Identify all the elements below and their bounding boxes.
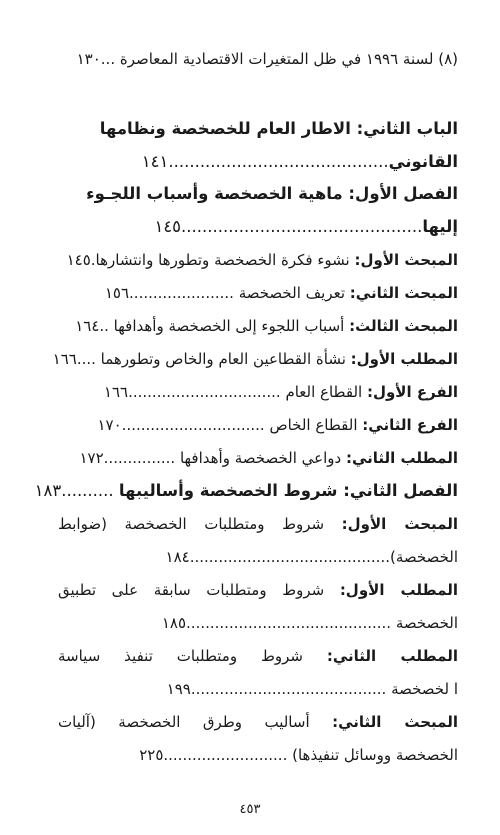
toc-entry-text: الخصخصة ...........................................١٨٥ — [161, 614, 458, 632]
toc-entry-text: تعريف الخصخصة ......................١٥٦ — [104, 284, 350, 302]
toc-entry-text: أساليب وطرق الخصخصة (آليات — [58, 713, 333, 731]
toc-entry-text: الخصخصة ووسائل تنفيذها) ..........................٢٢٥ — [139, 746, 458, 764]
toc-entry — [52, 344, 458, 374]
toc-entry-heading: الفصل الثاني: شروط الخصخصة وأساليبها — [118, 481, 458, 500]
toc-entry-heading: الفصل الأول: ماهية الخصخصة وأسباب اللجـوء — [86, 184, 458, 203]
toc-entry — [58, 608, 458, 638]
toc-entry — [58, 377, 458, 407]
toc-entry-text: ..........١٨٣ — [34, 481, 119, 500]
toc-entry-text: ا لخصخصة .........................................١٩٩ — [166, 680, 458, 698]
toc-entry — [58, 147, 458, 177]
toc-entry-heading: المبحث الثاني: — [349, 284, 458, 302]
toc-entry — [58, 740, 458, 770]
toc-entry-text: شروط ومتطلبات تنفيذ سياسة — [58, 647, 327, 665]
toc-entry-heading: المبحث الثالث: — [349, 317, 458, 335]
toc-entry-heading: الفرع الأول: — [366, 383, 458, 401]
toc-entry — [58, 641, 458, 671]
toc-entry — [58, 707, 458, 737]
toc-entry-heading: المطلب الأول: — [350, 350, 458, 368]
toc-entry — [58, 509, 458, 539]
toc-entry-heading: المطلب الأول: — [339, 581, 458, 599]
toc-entry-text: ..........................................١٤١ — [141, 152, 389, 171]
toc-entry-text: ..............................................١٤٥ — [154, 217, 423, 236]
page-number: ٤٥٣ — [239, 802, 261, 817]
toc-entry-text: أسباب اللجوء إلى الخصخصة وأهدافها ..١٦٤ — [75, 317, 350, 335]
toc-entry — [58, 311, 458, 341]
toc-entry-text: نشأة القطاعين العام والخاص وتطورهما ....١٦٦ — [52, 350, 351, 368]
toc-entry-heading: المبحث الثاني: — [332, 713, 458, 731]
toc-entry-heading: إليها — [422, 217, 458, 236]
toc-entry-text: الخصخصة)..........................................١٨٤ — [165, 548, 458, 566]
toc-entry-text: نشوء فكرة الخصخصة وتطورها وانتشارها.١٤٥ — [66, 251, 355, 269]
toc-entry — [58, 44, 458, 74]
toc-entry-text: القطاع الخاص ..............................١٧٠ — [97, 416, 363, 434]
toc-entry — [58, 212, 458, 242]
toc-entry — [58, 278, 458, 308]
toc-entry — [34, 476, 458, 506]
toc-entry-heading: الباب الثاني: الاطار العام للخصخصة ونظامها — [99, 119, 458, 138]
toc-entry-text: شروط ومتطلبات الخصخصة (ضوابط — [58, 515, 342, 533]
toc-entry-heading: المطلب الثاني: — [345, 449, 458, 467]
toc-entry-text: شروط ومتطلبات سابقة على تطبيق — [58, 581, 340, 599]
toc-entry — [58, 542, 458, 572]
toc-entry — [58, 179, 458, 209]
toc-entry-text: القطاع العام ................................١٦٦ — [103, 383, 367, 401]
toc-entry-heading: المطلب الثاني: — [326, 647, 458, 665]
toc-entry-text: (٨) لسنة ١٩٩٦ في ظل المتغيرات الاقتصادية المعاصرة ...١٣٠ — [76, 50, 458, 68]
toc-entry-heading: المبحث الأول: — [354, 251, 458, 269]
toc-entry — [58, 114, 458, 144]
toc-entry — [58, 674, 458, 704]
toc-entry-text: دواعي الخصخصة وأهدافها ...............١٧٢ — [79, 449, 346, 467]
toc-entry — [58, 443, 458, 473]
toc-entry-heading: الفرع الثاني: — [362, 416, 458, 434]
toc-entry-heading: المبحث الأول: — [341, 515, 459, 533]
toc-entry — [58, 410, 458, 440]
toc-entry — [58, 575, 458, 605]
toc-entry-heading: القانوني — [388, 152, 458, 171]
toc-entry — [58, 245, 458, 275]
